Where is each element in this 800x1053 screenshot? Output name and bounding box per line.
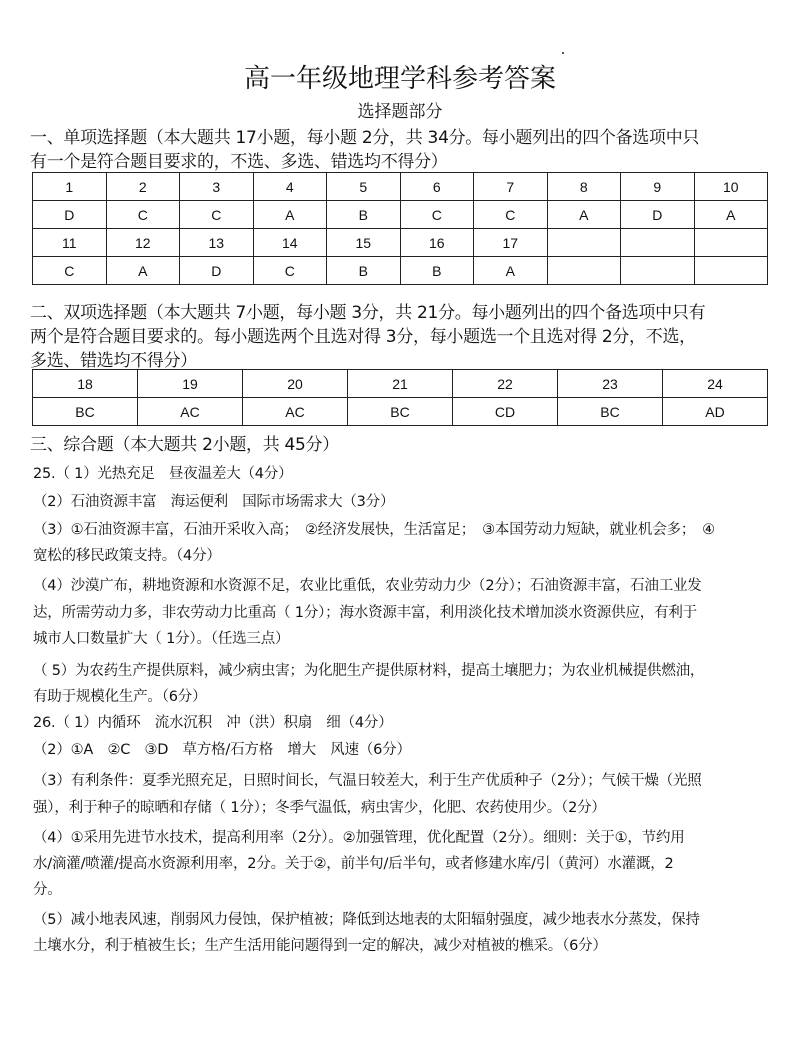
answer-cell: B [400, 257, 474, 285]
answer-cell: C [400, 201, 474, 229]
question-number-cell: 4 [253, 173, 327, 201]
question-number-row [33, 370, 768, 398]
answer-cell: C [180, 201, 254, 229]
answer-cell: A [547, 201, 621, 229]
answer-row [33, 201, 768, 229]
answer-cell: A [253, 201, 327, 229]
question-number-row [33, 173, 768, 201]
answer-cell: A [474, 257, 548, 285]
question-number-cell: 19 [138, 370, 243, 398]
answer-line: 土壤水分，利于植被生长；生产生活用能问题得到一定的解决，减少对植被的樵采。（6分） [33, 938, 607, 954]
answer-line: （5）减小地表风速，削弱风力侵蚀，保护植被；降低到达地表的太阳辐射强度，减少地表水分蒸发，保持 [33, 912, 700, 928]
question-number-cell: 10 [694, 173, 768, 201]
answer-line: 有助于规模化生产。（6分） [33, 689, 207, 705]
question-number-cell: 14 [253, 229, 327, 257]
section1-heading-line1: 一、单项选择题（本大题共 17小题，每小题 2分，共 34分。每小题列出的四个备选项中只 [30, 128, 700, 148]
question-number-cell: 3 [180, 173, 254, 201]
double-choice-answer-table [32, 369, 768, 426]
answer-cell: C [474, 201, 548, 229]
answer-row [33, 257, 768, 285]
answer-cell: AC [243, 398, 348, 426]
question-number-cell: 20 [243, 370, 348, 398]
answer-cell [621, 257, 695, 285]
answer-cell: CD [453, 398, 558, 426]
answer-line: 强），利于种子的晾晒和存储（ 1分）；冬季气温低，病虫害少，化肥、农药使用少。（2分） [33, 800, 606, 816]
answer-line: （4）①采用先进节水技术，提高利用率（2分）。②加强管理，优化配置（2分）。细则：关于①，节约用 [33, 830, 685, 846]
single-choice-answer-table [32, 172, 768, 285]
answer-cell: C [106, 201, 180, 229]
question-number-cell: 6 [400, 173, 474, 201]
section1-heading-line2: 有一个是符合题目要求的，不选、多选、错选均不得分） [30, 152, 448, 172]
document-subtitle: 选择题部分 [357, 102, 443, 122]
answer-line: 26.（ 1）内循环 流水沉积 冲（洪）积扇 细（4分） [33, 715, 393, 731]
answer-line: （2）石油资源丰富 海运便利 国际市场需求大（3分） [33, 494, 395, 510]
answer-cell [547, 257, 621, 285]
answer-line: 25.（ 1）光热充足 昼夜温差大（4分） [33, 466, 293, 482]
answer-cell: A [106, 257, 180, 285]
answer-cell [694, 257, 768, 285]
answer-line: （2）①A ②C ③D 草方格/石方格 增大 风速（6分） [33, 742, 411, 758]
answer-cell: C [253, 257, 327, 285]
answer-cell: AD [663, 398, 768, 426]
answer-cell: B [327, 257, 401, 285]
answer-line: 水/滴灌/喷灌/提高水资源利用率，2分。关于②，前半句/后半句，或者修建水库/引（黄河）水灌溉，2 [33, 856, 674, 872]
answer-row [33, 398, 768, 426]
question-number-cell [547, 229, 621, 257]
answer-cell: A [694, 201, 768, 229]
answer-cell: C [33, 257, 107, 285]
answer-line: （ 5）为农药生产提供原料，减少病虫害；为化肥生产提供原材料，提高土壤肥力；为农业机械提供燃油， [33, 663, 705, 679]
question-number-cell: 5 [327, 173, 401, 201]
question-number-cell: 18 [33, 370, 138, 398]
question-number-cell [694, 229, 768, 257]
question-number-cell: 12 [106, 229, 180, 257]
question-number-cell: 23 [558, 370, 663, 398]
document-title: 高一年级地理学科参考答案 [243, 64, 556, 94]
question-number-cell: 7 [474, 173, 548, 201]
answer-line: （4）沙漠广布，耕地资源和水资源不足，农业比重低，农业劳动力少（2分）；石油资源丰富，石油工业发 [33, 578, 702, 594]
question-number-cell: 9 [621, 173, 695, 201]
question-number-cell: 2 [106, 173, 180, 201]
answer-cell: AC [138, 398, 243, 426]
question-number-cell: 22 [453, 370, 558, 398]
question-number-cell: 11 [33, 229, 107, 257]
answer-cell: D [621, 201, 695, 229]
question-number-cell [621, 229, 695, 257]
question-number-cell: 8 [547, 173, 621, 201]
answer-line: （3）①石油资源丰富，石油开采收入高； ②经济发展快，生活富足； ③本国劳动力短缺，就业机会多； ④ [33, 522, 715, 538]
question-number-cell: 13 [180, 229, 254, 257]
answer-cell: BC [348, 398, 453, 426]
answer-cell: D [33, 201, 107, 229]
section3-heading: 三、综合题（本大题共 2小题，共 45分） [30, 435, 339, 455]
answer-cell: BC [558, 398, 663, 426]
question-number-cell: 15 [327, 229, 401, 257]
question-number-row [33, 229, 768, 257]
question-number-cell: 21 [348, 370, 453, 398]
answer-line: 城市人口数量扩大（ 1分）。（任选三点） [33, 631, 290, 647]
answer-line: （3）有利条件：夏季光照充足，日照时间长，气温日较差大，利于生产优质种子（2分）；气候干燥（光照 [33, 773, 702, 789]
answer-line: 达，所需劳动力多，非农劳动力比重高（ 1分）；海水资源丰富，利用淡化技术增加淡水资源供应，有利于 [33, 605, 697, 621]
answer-cell: B [327, 201, 401, 229]
question-number-cell: 1 [33, 173, 107, 201]
answer-cell: D [180, 257, 254, 285]
answer-cell: BC [33, 398, 138, 426]
section2-heading-line2: 两个是符合题目要求的。每小题选两个且选对得 3分，每小题选一个且选对得 2分，不选， [30, 327, 696, 347]
question-number-cell: 24 [663, 370, 768, 398]
section2-heading-line1: 二、双项选择题（本大题共 7小题，每小题 3分，共 21分。每小题列出的四个备选项中只有 [30, 303, 706, 323]
section2-heading-line3: 多选、错选均不得分） [30, 351, 197, 371]
answer-line: 分。 [33, 882, 62, 898]
question-number-cell: 17 [474, 229, 548, 257]
answer-line: 宽松的移民政策支持。（4分） [33, 548, 221, 564]
stray-dot-mark [562, 52, 564, 54]
question-number-cell: 16 [400, 229, 474, 257]
